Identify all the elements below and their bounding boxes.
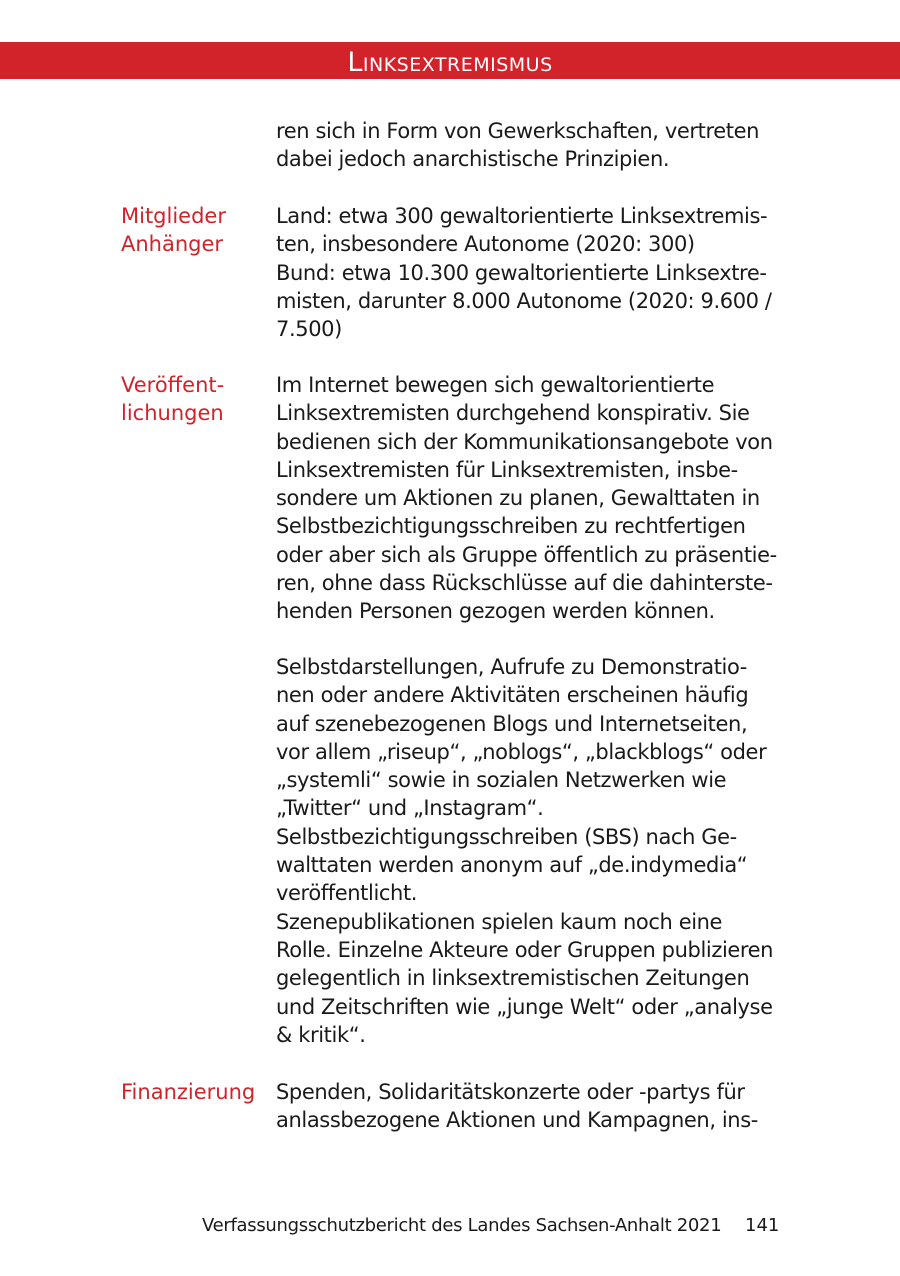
header-bar: [0, 42, 900, 79]
page-number: 141: [745, 1215, 780, 1236]
paragraph-internet: Im Internet bewegen sich gewaltorientierte Linksextremisten durchgehend konspirativ. Sie bedienen sich der Kommunikationsangebote von Linksextremisten für Linksextremisten, insbe- sondere um Aktionen zu planen, Gewalttaten in Selbstbezichtigungsschreiben zu rechtfertigen oder aber sich als Gruppe öffentlich zu präsentie- ren, ohne dass Rückschlüsse auf die dahinterste- henden Personen gezogen werden können.: [276, 373, 777, 624]
paragraph-finanzierung: Spenden, Solidaritätskonzerte oder -partys für anlassbezogene Aktionen und Kampagnen, ins-: [276, 1080, 758, 1133]
footer-report-title: Verfassungsschutzbericht des Landes Sachsen-Anhalt 2021: [202, 1215, 722, 1236]
page-title: Linksextremismus: [347, 47, 553, 78]
paragraph-mitglieder: Land: etwa 300 gewaltorientierte Linksextremis- ten, insbesondere Autonome (2020: 300) Bund: etwa 10.300 gewaltorientierte Linksextre- misten, darunter 8.000 Autonome (2020: 9.600 / 7.500): [276, 204, 772, 342]
label-mitglieder-anhaenger: Mitglieder Anhänger: [121, 204, 226, 257]
paragraph-selbstdarstellungen: Selbstdarstellungen, Aufrufe zu Demonstratio- nen oder andere Aktivitäten erscheinen häufig auf szenebezogenen Blogs und Internetseiten, vor allem „riseup“, „noblogs“, „blackblogs“ oder „systemli“ sowie in sozialen Netzwerken wie „Twitter“ und „Instagram“. Selbstbezichtigungsschreiben (SBS) nach Ge- walttaten werden anonym auf „de.indymedia“ veröffentlicht. Szenepublikationen spielen kaum noch eine Rolle. Einzelne Akteure oder Gruppen publizieren gelegentlich in linksextremistischen Zeitungen und Zeitschriften wie „junge Welt“ oder „analyse & kritik“.: [276, 655, 774, 1047]
label-veroeffentlichungen: Veröffent- lichungen: [121, 373, 225, 426]
label-finanzierung: Finanzierung: [121, 1080, 256, 1104]
paragraph-continuation: ren sich in Form von Gewerkschaften, vertreten dabei jedoch anarchistische Prinzipien.: [276, 119, 759, 172]
